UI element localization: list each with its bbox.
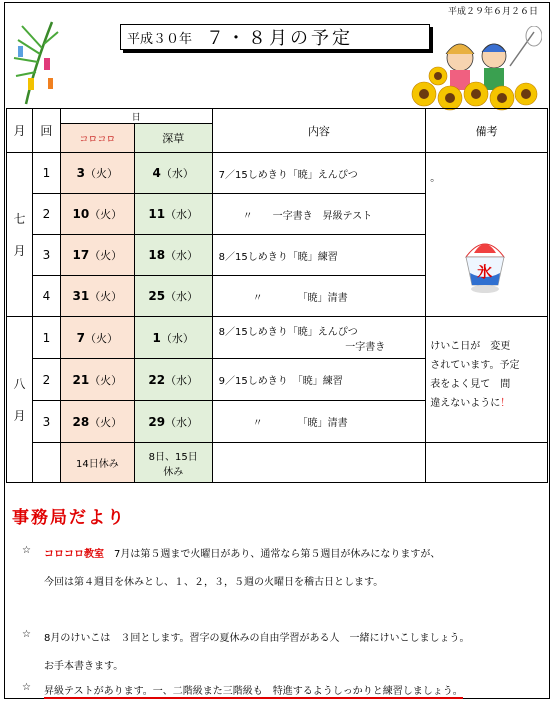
bulletin-title: 事務局だより (12, 508, 126, 528)
fukakusa-date: 29（水） (134, 401, 212, 443)
notes-august: けいこ日が 変更 されています。予定 表をよく見て 間 違えないように！ (426, 317, 548, 443)
bulletin-item-3: 昇級テストがあります。一、二階級また三階級も 特進するようしっかりと練習しましょう。 (44, 682, 463, 699)
korokoro-date: 28（火） (60, 401, 134, 443)
summary-korokoro: 14日休み (60, 443, 134, 483)
bulletin-item-2-line2: お手本書きます。 (44, 661, 124, 672)
ice-label: 氷 (477, 263, 493, 281)
header-content: 内容 (212, 109, 426, 153)
title-year: 平成３０年 (127, 31, 193, 47)
row-content: 〃 「暁」清書 (212, 401, 426, 443)
bulletin-item-1: コロコロ教室 7月は第５週まで火曜日があり、通常なら第５週目が休みになりますが、 (44, 549, 441, 560)
fukakusa-date: 22（水） (134, 359, 212, 401)
row-content: 7／15しめきり「暁」えんぴつ (212, 153, 426, 194)
row-content: 8／15しめきり「暁」練習 (212, 235, 426, 276)
children-sunflowers-illustration (402, 26, 542, 112)
row-content: 〃 「暁」清書 (212, 276, 426, 317)
row-number: 3 (32, 235, 60, 276)
bulletin-item-2: 8月のけいこは ３回とします。習字の夏休みの自由学習がある人 一緒にけいこしましょう。 (44, 633, 470, 644)
row-number: 2 (32, 359, 60, 401)
header-korokoro: コロコロ (60, 124, 134, 153)
fukakusa-date: 1（水） (134, 317, 212, 359)
row-number-empty (32, 443, 60, 483)
header-count: 回 (32, 109, 60, 153)
fukakusa-date: 18（水） (134, 235, 212, 276)
summary-fukakusa: 8日、15日 休み (134, 443, 212, 483)
korokoro-date: 10（火） (60, 194, 134, 235)
row-content: 9／15しめきり 「暁」練習 (212, 359, 426, 401)
page-title: ７・８月の予定 (206, 28, 354, 49)
schedule-table (6, 108, 548, 483)
star-bullet: ☆ (22, 629, 31, 640)
row-number: 1 (32, 317, 60, 359)
title-box (120, 24, 430, 50)
row-content-empty (212, 443, 426, 483)
header-fukakusa: 深草 (134, 124, 212, 153)
korokoro-date: 21（火） (60, 359, 134, 401)
bulletin-item-1-line2: 今回は第４週目を休みとし、１、２，３，５週の火曜日を稽古日とします。 (44, 577, 384, 588)
header-month: 月 (7, 109, 33, 153)
notes-empty (426, 443, 548, 483)
row-number: 2 (32, 194, 60, 235)
korokoro-date: 3（火） (60, 153, 134, 194)
fukakusa-date: 25（水） (134, 276, 212, 317)
row-number: 1 (32, 153, 60, 194)
star-bullet: ☆ (22, 545, 31, 556)
notes-july: 。 氷 (426, 153, 548, 317)
row-content: 〃 一字書き 昇級テスト (212, 194, 426, 235)
star-bullet: ☆ (22, 682, 31, 693)
header-day: 日 (60, 109, 212, 124)
fukakusa-date: 4（水） (134, 153, 212, 194)
month-august: 八 月 (7, 317, 33, 483)
header-notes: 備考 (426, 109, 548, 153)
month-july: 七 月 (7, 153, 33, 317)
row-number: 4 (32, 276, 60, 317)
korokoro-date: 31（火） (60, 276, 134, 317)
row-content: 8／15しめきり「暁」えんぴつ 一字書き (212, 317, 426, 359)
tanabata-bamboo-illustration (8, 18, 60, 106)
korokoro-date: 17（火） (60, 235, 134, 276)
fukakusa-date: 11（水） (134, 194, 212, 235)
issue-date: 平成２９年６月２６日 (448, 7, 539, 17)
row-number: 3 (32, 401, 60, 443)
korokoro-date: 7（火） (60, 317, 134, 359)
